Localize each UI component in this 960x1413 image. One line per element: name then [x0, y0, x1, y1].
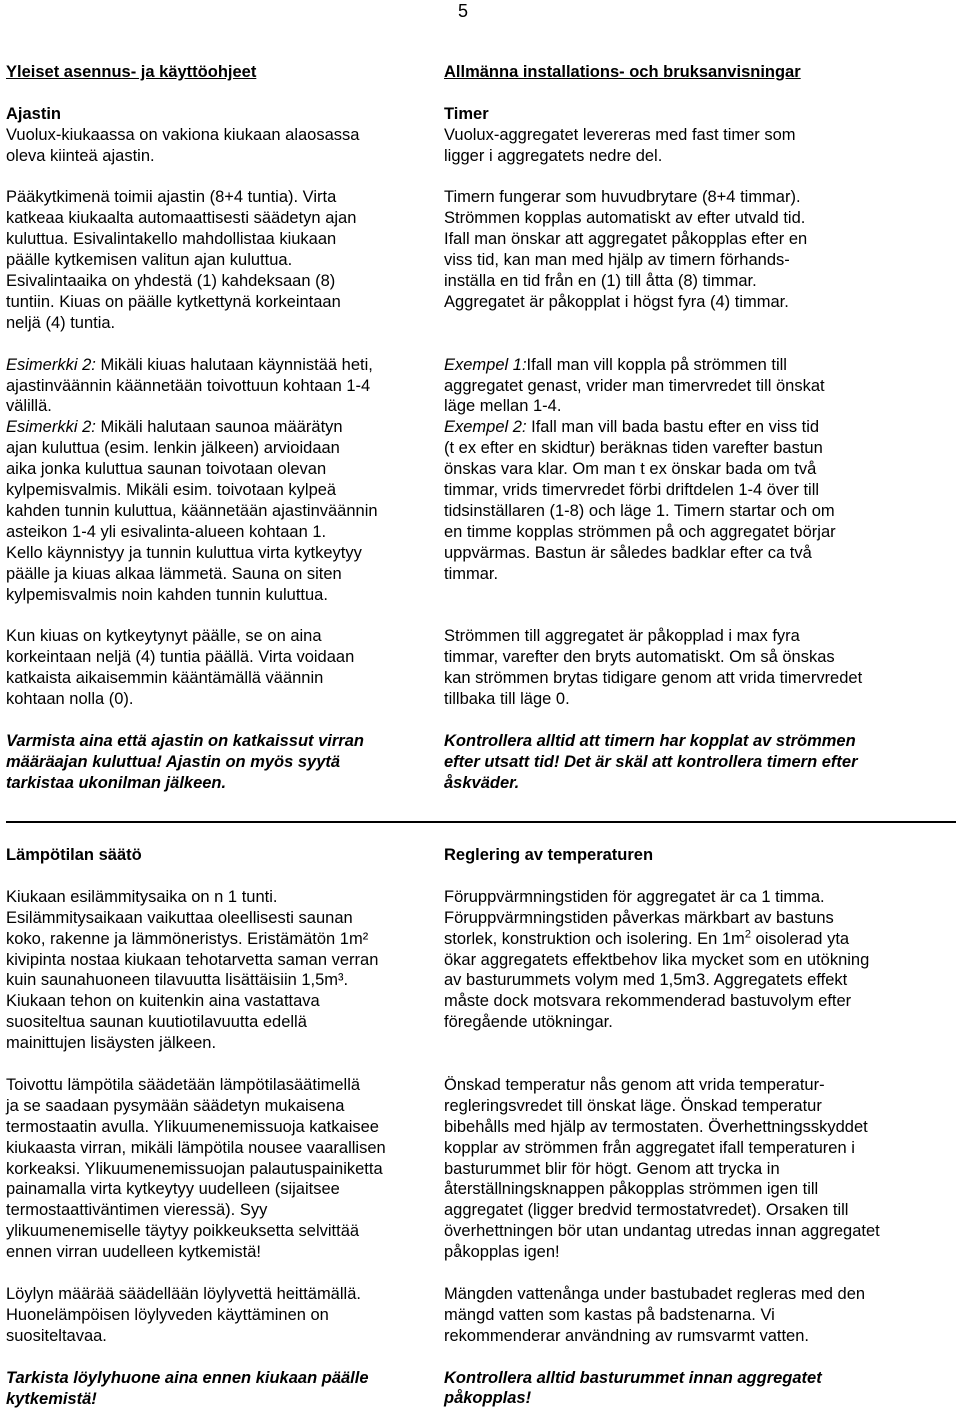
superscript: 2: [744, 928, 751, 941]
text-line: tuntiin. Kiuas on päälle kytkettynä korkeintaan: [6, 292, 341, 311]
sv-example-2: [444, 417, 862, 584]
text-line: päälle kytkemisen valitun ajan kuluttua.: [6, 251, 293, 270]
fi-thermostat-paragraph: [6, 1075, 386, 1263]
text-line: Ifall man vill bada bastu efter en viss tid: [526, 418, 820, 437]
text-line: Esivalintaaika on yhdestä (1) kahdeksaan (8): [6, 272, 336, 291]
text-line: ennen virran uudelleen kytkemistä!: [6, 1243, 261, 1262]
text-line: koko, rakenne ja lämmöneristys. Eristämätön 1m²: [6, 929, 369, 948]
text-line: Varmista aina että ajastin on katkaissut virran: [6, 731, 364, 750]
text-line: korkeintaan neljä (4) tuntia päällä. Virta voidaan: [6, 648, 355, 667]
text-line: Kiukaan esilämmitysaika on n 1 tunti.: [6, 887, 278, 906]
example-label: Esimerkki 2:: [6, 418, 96, 437]
text-line: Mikäli kiuas halutaan käynnistää heti,: [95, 355, 373, 374]
text-line: inställa en tid från en (1) till åtta (8) timmar.: [444, 272, 757, 291]
text-line: ajan kuluttua (esim. lenkin jälkeen) arvioidaan: [6, 439, 340, 458]
text-line: påkopplas igen!: [444, 1243, 560, 1262]
text-line: kylpemisvalmis noin kahden tunnin kuluttua.: [6, 585, 328, 604]
sv-example-1: [444, 355, 862, 418]
fi-sauna-warning: [6, 1368, 386, 1410]
text-line: överhettningen bör utan undantag utredas innan aggregatet: [444, 1222, 880, 1241]
text-line: Föruppvärmningstiden påverkas märkbart av bastuns: [444, 908, 834, 927]
example-label: Exempel 2:: [444, 418, 527, 437]
text-line: aggregatet genast, vrider man timervredet till önskat: [444, 376, 825, 395]
text-line: päälle ja kiuas alkaa lämmetä. Sauna on siten: [6, 564, 342, 583]
text-line: ökar aggregatets effektbehov lika mycket som en utökning: [444, 950, 870, 969]
text-line: tillbaka till läge 0.: [444, 690, 570, 709]
text-line: mainittujen lisäysten jälkeen.: [6, 1034, 217, 1053]
text-line: ajastinväännin käännetään toivottuun kohtaan 1-4: [6, 376, 371, 395]
text-line: katkaista aikaisemmin kääntämällä väännin: [6, 669, 324, 688]
fi-max-time-paragraph: [6, 626, 378, 710]
sv-preheat-paragraph: [444, 887, 880, 1033]
text-line: kuluttua. Esivalintakello mahdollistaa kiukaan: [6, 230, 337, 249]
text-line: termostaatin avulla. Ylikuumenemissuoja katkaisee: [6, 1117, 379, 1136]
text-line: åskväder.: [444, 773, 520, 792]
text-line: aika jonka kuluttua saunan toivotaan olevan: [6, 460, 327, 479]
sv-timer-paragraph: [444, 125, 862, 167]
fi-installation-section: [6, 62, 378, 794]
sv-temperature-section: [444, 845, 880, 1409]
text-line: kivipinta nostaa kiukaan tehotarvetta saman verran: [6, 950, 379, 969]
text-line: Esilämmitysaikaan vaikuttaa oleellisesti saunan: [6, 908, 353, 927]
text-line: ylikuumenemiselle täytyy poikkeuksetta selvittää: [6, 1222, 360, 1241]
fi-temperature-heading: Lämpötilan säätö: [6, 846, 142, 864]
text-line: termostaattiväntimen vieressä). Syy: [6, 1201, 268, 1220]
fi-example-2: [6, 417, 378, 605]
text-line: neljä (4) tuntia.: [6, 313, 116, 332]
text-line: kytkemistä!: [6, 1389, 97, 1408]
text-line: tidsinställaren (1-8) och läge 1. Timern startar och om: [444, 501, 835, 520]
text-line: Mängden vattenånga under bastubadet regleras med den: [444, 1284, 866, 1303]
text-line: Kiukaan tehon on kuitenkin aina vastattava: [6, 992, 320, 1011]
text-line: kiukaasta virran, mikäli lämpötila nousee vaarallisen: [6, 1138, 386, 1157]
text-line: oleva kiinteä ajastin.: [6, 146, 155, 165]
text-line: Löylyn määrää säädellään löylyvettä heittämällä.: [6, 1284, 361, 1303]
text-line: kylpemisvalmis. Mikäli esim. toivotaan kylpeä: [6, 481, 337, 500]
text-line: timmar, varefter den bryts automatiskt. Om så önskas: [444, 648, 835, 667]
text-line: (t ex efter en skidtur) beräknas tiden varefter bastun: [444, 439, 823, 458]
text-line: Kontrollera alltid basturummet innan aggregatet: [444, 1368, 822, 1387]
sv-installation-section: [444, 62, 862, 794]
text-line: suositeltavaa.: [6, 1326, 107, 1345]
text-line: ligger i aggregatets nedre del.: [444, 146, 663, 165]
section-divider: [6, 821, 956, 823]
text-line: korkeaksi. Ylikuumenemissuojan palautuspainiketta: [6, 1159, 383, 1178]
text-line: önskas vara klar. Om man t ex önskar bada om två: [444, 460, 817, 479]
text-line: oisolerad yta: [750, 929, 850, 948]
text-line: måste dock motsvara rekommenderad bastuvolym efter: [444, 992, 852, 1011]
text-line: Vuolux-kiukaassa on vakiona kiukaan alaosassa: [6, 125, 360, 144]
text-line: ja se saadaan pysymään säädetyn mukaisena: [6, 1096, 345, 1115]
text-line: Önskad temperatur nås genom att vrida temperatur-: [444, 1075, 825, 1094]
text-line: aggregatet (ligger bredvid termostatvredet). Orsaken till: [444, 1201, 849, 1220]
text-line: timmar, vrids timervredet förbi driftdelen 1-4 över till: [444, 481, 820, 500]
fi-example-1: [6, 355, 378, 418]
sv-sauna-warning: [444, 1368, 880, 1410]
text-line: regleringsvredet till önskat läge. Önskad temperatur: [444, 1096, 822, 1115]
text-line: uppvärmas. Bastun är således badklar efter ca två: [444, 543, 812, 562]
text-line: Mikäli halutaan saunoa määrätyn: [95, 418, 343, 437]
sv-timer-warning: [444, 731, 862, 794]
text-line: läge mellan 1-4.: [444, 397, 562, 416]
page-number: 5: [458, 1, 469, 21]
example-label: Exempel 1:: [444, 355, 527, 374]
text-line: bibehålls med hjälp av termostaten. Överhettningsskyddet: [444, 1117, 868, 1136]
fi-main-switch-paragraph: [6, 187, 378, 333]
fi-preheat-paragraph: [6, 887, 386, 1054]
fi-timer-warning: [6, 731, 378, 794]
sv-temperature-heading: Reglering av temperaturen: [444, 846, 654, 864]
text-line: av basturummets volym med 1,5m3. Aggregatets effekt: [444, 971, 848, 990]
sv-thermostat-paragraph: [444, 1075, 880, 1263]
sv-installation-heading: Allmänna installations- och bruksanvisningar: [444, 63, 801, 81]
text-line: Strömmen till aggregatet är påkopplad i max fyra: [444, 627, 800, 646]
text-line: Kontrollera alltid att timern har kopplat av strömmen: [444, 731, 856, 750]
text-line: återställningsknappen påkopplas strömmen igen till: [444, 1180, 819, 1199]
text-line: föregående utökningar.: [444, 1013, 613, 1032]
text-line: rekommenderar användning av rumsvarmt vatten.: [444, 1326, 809, 1345]
text-line: asteikon 1-4 yli esivalinta-alueen kohtaan 1.: [6, 522, 327, 541]
text-line: Strömmen kopplas automatiskt av efter utvald tid.: [444, 209, 806, 228]
text-line: Ifall man vill koppla på strömmen till: [526, 355, 787, 374]
text-line: storlek, konstruktion och isolering. En 1m: [444, 929, 745, 948]
text-line: Tarkista löylyhuone aina ennen kiukaan päälle: [6, 1368, 369, 1387]
fi-timer-paragraph: [6, 125, 378, 167]
text-line: välillä.: [6, 397, 52, 416]
text-line: Vuolux-aggregatet levereras med fast timer som: [444, 125, 796, 144]
example-label: Esimerkki 2:: [6, 355, 96, 374]
text-line: Toivottu lämpötila säädetään lämpötilasäätimellä: [6, 1075, 361, 1094]
fi-timer-title: Ajastin: [6, 104, 62, 123]
text-line: Aggregatet är påkopplat i högst fyra (4) timmar.: [444, 292, 789, 311]
sv-main-switch-paragraph: [444, 187, 862, 312]
text-line: Huonelämpöisen löylyveden käyttäminen on: [6, 1305, 329, 1324]
fi-steam-paragraph: [6, 1284, 386, 1347]
text-line: Ifall man önskar att aggregatet påkopplas efter en: [444, 230, 808, 249]
text-line: katkeaa kiukaalta automaattisesti säädetyn ajan: [6, 209, 357, 228]
text-line: kohtaan nolla (0).: [6, 690, 134, 709]
text-line: määräajan kuluttua! Ajastin on myös syytä: [6, 752, 341, 771]
text-line: viss tid, kan man med hjälp av timern förhands-: [444, 251, 790, 270]
sv-max-time-paragraph: [444, 626, 862, 710]
text-line: efter utsatt tid! Det är skäl att kontrollera timern efter: [444, 752, 858, 771]
text-line: Kello käynnistyy ja tunnin kuluttua virta kytkeytyy: [6, 543, 362, 562]
text-line: suositeltua saunan kuutiotilavuutta edellä: [6, 1013, 307, 1032]
fi-temperature-section: [6, 845, 386, 1409]
text-line: Föruppvärmningstiden för aggregatet är ca 1 timma.: [444, 887, 825, 906]
text-line: Pääkytkimenä toimii ajastin (8+4 tuntia). Virta: [6, 188, 337, 207]
text-line: kahden tunnin kuluttua, käännetään ajastinväännin: [6, 501, 378, 520]
sv-timer-title: Timer: [444, 104, 489, 123]
text-line: en timme kopplas strömmen på och aggregatet börjar: [444, 522, 836, 541]
text-line: mängd vatten som kastas på badstenarna. Vi: [444, 1305, 775, 1324]
text-line: kuin saunahuoneen tilavuutta lisättäisiin 1,5m³.: [6, 971, 349, 990]
text-line: timmar.: [444, 564, 499, 583]
text-line: Timern fungerar som huvudbrytare (8+4 timmar).: [444, 188, 801, 207]
text-line: basturummet blir för högt. Genom att trycka in: [444, 1159, 780, 1178]
text-line: painamalla virta kytkeytyy uudelleen (sijaitsee: [6, 1180, 340, 1199]
text-line: kopplar av strömmen från aggregatet ifall temperaturen i: [444, 1138, 855, 1157]
text-line: påkopplas!: [444, 1389, 532, 1408]
text-line: Kun kiuas on kytkeytynyt päälle, se on aina: [6, 627, 322, 646]
sv-steam-paragraph: [444, 1284, 880, 1347]
text-line: kan strömmen brytas tidigare genom att vrida timervredet: [444, 669, 863, 688]
fi-installation-heading: Yleiset asennus- ja käyttöohjeet: [6, 63, 257, 81]
text-line: tarkistaa ukonilman jälkeen.: [6, 773, 227, 792]
